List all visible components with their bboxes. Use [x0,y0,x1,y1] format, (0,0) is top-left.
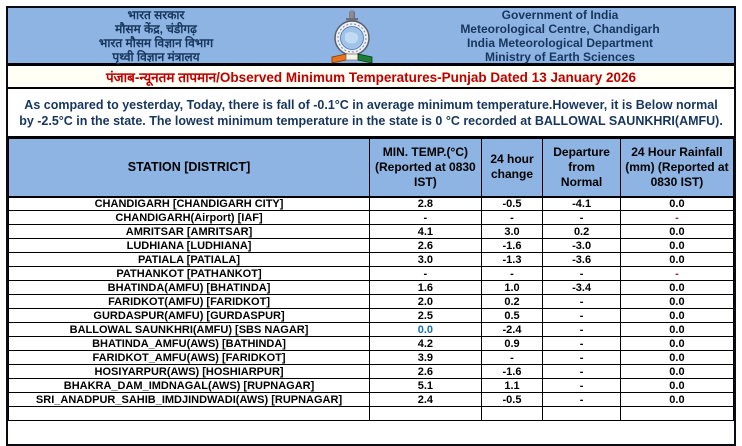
table-header-row [9,139,734,197]
min-temp-cell: 2.5 [370,309,482,323]
col-header-station: STATION [DISTRICT] [9,139,370,197]
change-cell: 1.0 [481,281,543,295]
station-cell: GURDASPUR(AMFU) [GURDASPUR] [9,309,370,323]
change-cell: -0.5 [481,393,543,407]
rainfall-cell: 0.0 [620,197,733,211]
station-cell: PATIALA [PATIALA] [9,253,370,267]
masthead-english-block [400,8,734,64]
masthead-hindi-line: मौसम केंद्र, चंडीगढ़ [115,21,197,36]
min-temp-cell: 2.8 [370,197,482,211]
min-temp-cell: 4.2 [370,337,482,351]
departure-cell: 0.2 [543,225,621,239]
min-temp-cell: 1.6 [370,281,482,295]
departure-cell: - [543,211,621,225]
departure-cell: - [543,379,621,393]
bulletin-frame [6,6,736,446]
table-row [9,323,734,337]
departure-cell: - [543,309,621,323]
col-header-rainfall: 24 Hour Rainfall (mm) (Reported at 0830 IST) [620,139,733,197]
bulletin-title-bar [8,66,734,89]
departure-cell [543,407,621,421]
departure-cell: -4.1 [543,197,621,211]
rainfall-cell: 0.0 [620,295,733,309]
min-temp-cell [370,407,482,421]
min-temp-cell: 2.4 [370,393,482,407]
min-temp-cell: - [370,211,482,225]
imd-emblem-icon [320,8,384,64]
station-cell [9,407,370,421]
min-temp-cell: 2.0 [370,295,482,309]
station-cell: LUDHIANA [LUDHIANA] [9,239,370,253]
min-temp-table [8,138,734,421]
change-cell: - [481,351,543,365]
table-row [9,211,734,225]
rainfall-cell: - [620,211,733,225]
station-cell: HOSIYARPUR(AWS) [HOSHIARPUR] [9,365,370,379]
station-cell: AMRITSAR [AMRITSAR] [9,225,370,239]
masthead-hindi-line: भारत मौसम विज्ञान विभाग [98,35,214,50]
rainfall-cell: 0.0 [620,239,733,253]
change-cell: -1.6 [481,239,543,253]
change-cell: -0.5 [481,197,543,211]
station-cell: BALLOWAL SAUNKHRI(AMFU) [SBS NAGAR] [9,323,370,337]
imd-emblem-logo [304,8,400,64]
min-temp-cell: 2.6 [370,239,482,253]
change-cell: - [481,211,543,225]
table-row [9,281,734,295]
table-row [9,295,734,309]
col-header-min-temp: MIN. TEMP.(°C) (Reported at 0830 IST) [370,139,482,197]
table-row-partial [9,407,734,421]
rainfall-cell: 0.0 [620,337,733,351]
departure-cell: -3.4 [543,281,621,295]
rainfall-cell: 0.0 [620,253,733,267]
departure-cell: - [543,365,621,379]
masthead-english-line: Meteorological Centre, Chandigarh [460,21,660,36]
change-cell: 0.2 [481,295,543,309]
station-cell: SRI_ANADPUR_SAHIB_IMDJINDWADI(AWS) [RUPNAGAR] [9,393,370,407]
rainfall-cell [620,407,733,421]
station-cell: FARIDKOT_AMFU(AWS) [FARIDKOT] [9,351,370,365]
masthead-english-line: India Meteorological Department [466,35,654,50]
table-row [9,309,734,323]
departure-cell: -3.0 [543,239,621,253]
table-row [9,393,734,407]
min-temp-cell: 2.6 [370,365,482,379]
rainfall-cell: 0.0 [620,225,733,239]
table-row [9,365,734,379]
table-row [9,197,734,211]
station-cell: FARIDKOT(AMFU) [FARIDKOT] [9,295,370,309]
masthead-english-line: Government of India [501,7,619,22]
table-row [9,351,734,365]
col-header-departure: Departure from Normal [543,139,621,197]
table-row [9,239,734,253]
min-temp-cell: 0.0 [370,323,482,337]
station-cell: CHANDIGARH [CHANDIGARH CITY] [9,197,370,211]
min-temp-cell: 3.9 [370,351,482,365]
masthead-hindi-line: भारत सरकार [127,7,185,22]
rainfall-cell: 0.0 [620,309,733,323]
change-cell: - [481,267,543,281]
change-cell: 0.9 [481,337,543,351]
station-cell: PATHANKOT [PATHANKOT] [9,267,370,281]
rainfall-cell: 0.0 [620,393,733,407]
departure-cell: - [543,337,621,351]
bulletin-title: पंजाब-न्यूनतम तापमान/Observed Minimum Temperatures-Punjab Dated 13 January 2026 [105,69,637,85]
departure-cell: - [543,393,621,407]
min-temp-cell: 4.1 [370,225,482,239]
min-temp-cell: 3.0 [370,253,482,267]
masthead [8,8,734,66]
station-cell: BHAKRA_DAM_IMDNAGAL(AWS) [RUPNAGAR] [9,379,370,393]
table-row [9,253,734,267]
change-cell [481,407,543,421]
rainfall-cell: 0.0 [620,379,733,393]
rainfall-cell: 0.0 [620,351,733,365]
summary-text: As compared to yesterday, Today, there is fall of -0.1°C in average minimum temperature.However, it is Below normal by -2.5°C in the state. The lowest minimum temperature in the state is 0 °C recorded at BALLOWAL SAUNKHRI(AMFU). [8,89,734,138]
departure-cell: - [543,267,621,281]
table-row [9,337,734,351]
min-temp-cell: - [370,267,482,281]
table-row [9,225,734,239]
station-cell: BHATINDA(AMFU) [BHATINDA] [9,281,370,295]
departure-cell: - [543,323,621,337]
col-header-24h-change: 24 hour change [481,139,543,197]
min-temp-cell: 5.1 [370,379,482,393]
change-cell: -2.4 [481,323,543,337]
departure-cell: - [543,351,621,365]
rainfall-cell: - [620,267,733,281]
table-row [9,379,734,393]
change-cell: -1.6 [481,365,543,379]
change-cell: -1.3 [481,253,543,267]
change-cell: 0.5 [481,309,543,323]
station-cell: CHANDIGARH(Airport) [IAF] [9,211,370,225]
table-row [9,267,734,281]
change-cell: 1.1 [481,379,543,393]
departure-cell: -3.6 [543,253,621,267]
rainfall-cell: 0.0 [620,323,733,337]
masthead-hindi-block [8,8,304,64]
change-cell: 3.0 [481,225,543,239]
rainfall-cell: 0.0 [620,365,733,379]
rainfall-cell: 0.0 [620,281,733,295]
departure-cell: - [543,295,621,309]
masthead-hindi-line: पृथ्वी विज्ञान मंत्रालय [112,49,200,64]
masthead-english-line: Ministry of Earth Sciences [484,49,636,64]
station-cell: BHATINDA_AMFU(AWS) [BATHINDA] [9,337,370,351]
